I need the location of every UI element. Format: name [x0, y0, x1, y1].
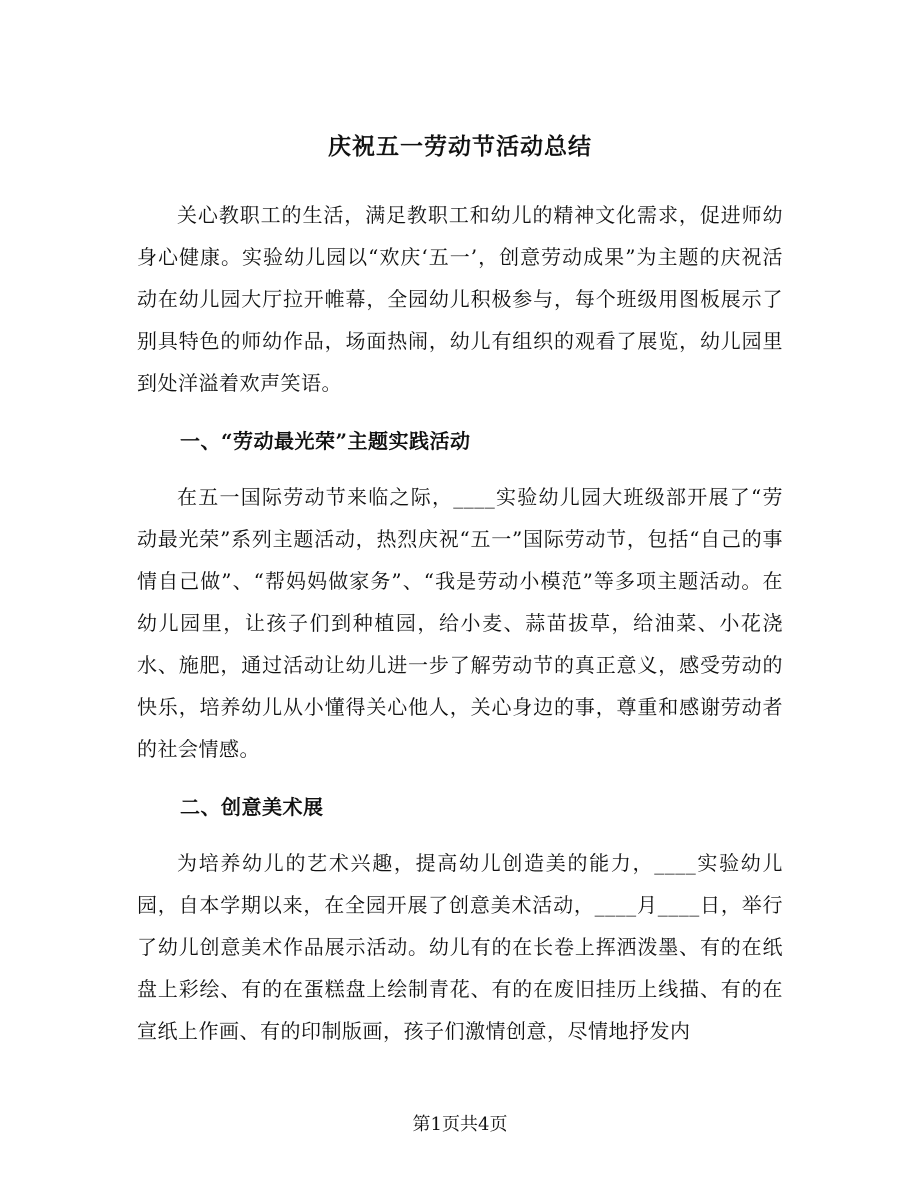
section2-heading: 二、创意美术展 [180, 795, 324, 819]
section1-heading: 一、“劳动最光荣”主题实践活动 [180, 429, 471, 453]
section2-paragraph: 为培养幼儿的艺术兴趣，提高幼儿创造美的能力，____实验幼儿园，自本学期以来，在全园开展了创意美术活动，____月____日，举行了幼儿创意美术作品展示活动。幼儿有的在长卷上挥洒泼墨、有的在纸盘上彩绘、有的在蛋糕盘上绘制青花、有的在废旧挂历上线描、有的在宣纸上作画、有的印制版画，孩子们激情创意，尽情地抒发内 [137, 851, 783, 1043]
intro-paragraph: 关心教职工的生活，满足教职工和幼儿的精神文化需求，促进师幼身心健康。实验幼儿园以“欢庆‘五一’，创意劳动成果”为主题的庆祝活动在幼儿园大厅拉开帷幕，全园幼儿积极参与，每个班级用图板展示了别具特色的师幼作品，场面热闹，幼儿有组织的观看了展览，幼儿园里到处洋溢着欢声笑语。 [137, 203, 783, 395]
page-footer: 第1页共4页 [412, 1114, 508, 1135]
section1-paragraph: 在五一国际劳动节来临之际，____实验幼儿园大班级部开展了“劳动最光荣”系列主题活动，热烈庆祝“五一”国际劳动节，包括“自己的事情自己做”、“帮妈妈做家务”、“我是劳动小模范”等多项主题活动。在幼儿园里，让孩子们到种植园，给小麦、蒜苗拔草，给油菜、小花浇水、施肥，通过活动让幼儿进一步了解劳动节的真正意义，感受劳动的快乐，培养幼儿从小懂得关心他人，关心身边的事，尊重和感谢劳动者的社会情感。 [137, 485, 783, 761]
document-title: 庆祝五一劳动节活动总结 [328, 133, 592, 160]
